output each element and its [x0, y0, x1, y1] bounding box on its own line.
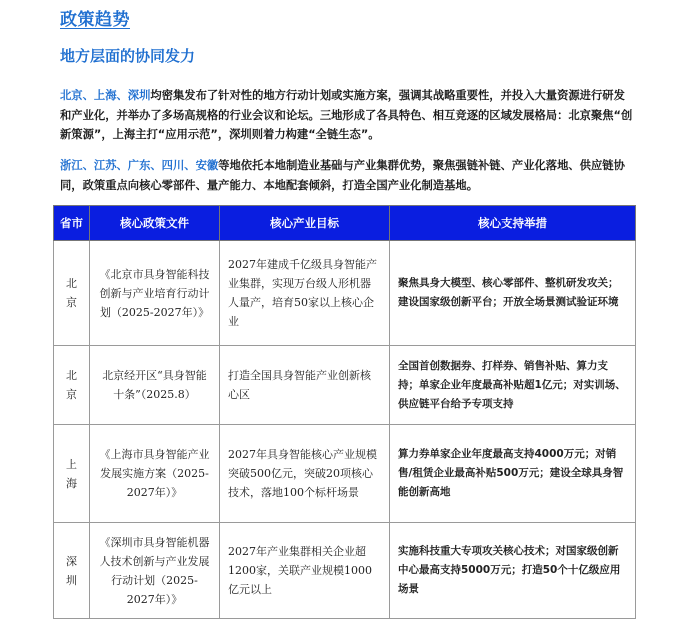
cell-goal: 2027年建成千亿级具身智能产业集群，实现万台级人形机器人量产，培育50家以上核心企业 — [220, 241, 390, 346]
paragraph-text: 均密集发布了针对性的地方行动计划或实施方案，强调其战略重要性，并投入大量资源进行研发和产业化，并举办了多场高规格的行业会议和论坛。三地形成了各具特色、相互竞逐的区域发展格局：北京聚焦“创新策源”，上海主打“应用示范”，深圳则着力构建“全链生态”。 — [60, 89, 633, 141]
cell-policy: 《上海市具身智能产业发展实施方案（2025-2027年）》 — [90, 425, 220, 523]
highlighted-provinces: 浙江、江苏、广东、四川、安徽 — [60, 159, 219, 172]
cell-policy: 北京经开区“具身智能十条”（2025.8） — [90, 346, 220, 425]
cell-province: 北京 — [54, 241, 90, 346]
section-heading: 政策趋势 — [60, 10, 130, 30]
table-header-row — [54, 206, 636, 241]
paragraph-manufacturing-provinces — [60, 156, 636, 195]
cell-support: 算力券单家企业年度最高支持4000万元；对销售/租赁企业最高补贴500万元；建设全球具身智能创新高地 — [390, 425, 636, 523]
header-province: 省市 — [54, 206, 90, 241]
subsection-heading: 地方层面的协同发力 — [60, 47, 196, 65]
cell-province: 北京 — [54, 346, 90, 425]
cell-goal: 2027年具身智能核心产业规模突破500亿元，突破20项核心技术，落地100个标杆场景 — [220, 425, 390, 523]
paragraph-major-cities — [60, 86, 636, 145]
cell-policy: 《深圳市具身智能机器人技术创新与产业发展行动计划（2025-2027年）》 — [90, 523, 220, 619]
policy-table — [53, 205, 636, 619]
cell-province: 深圳 — [54, 523, 90, 619]
cell-support: 全国首创数据券、打样券、销售补贴、算力支持；单家企业年度最高补贴超1亿元；对实训场、供应链平台给予专项支持 — [390, 346, 636, 425]
cell-support: 聚焦具身大模型、核心零部件、整机研发攻关；建设国家级创新平台；开放全场景测试验证环境 — [390, 241, 636, 346]
table-row — [54, 346, 636, 425]
cell-province: 上海 — [54, 425, 90, 523]
cell-goal: 打造全国具身智能产业创新核心区 — [220, 346, 390, 425]
header-goal: 核心产业目标 — [220, 206, 390, 241]
cell-goal: 2027年产业集群相关企业超1200家，关联产业规模1000亿元以上 — [220, 523, 390, 619]
table-row — [54, 425, 636, 523]
highlighted-cities: 北京、上海、深圳 — [60, 89, 151, 102]
table-row — [54, 523, 636, 619]
header-support: 核心支持举措 — [390, 206, 636, 241]
table-row — [54, 241, 636, 346]
cell-support: 实施科技重大专项攻关核心技术；对国家级创新中心最高支持5000万元；打造50个十亿级应用场景 — [390, 523, 636, 619]
header-policy: 核心政策文件 — [90, 206, 220, 241]
paragraph-text: 等地依托本地制造业基础与产业集群优势，聚焦强链补链、产业化落地、供应链协同，政策重点向核心零部件、量产能力、本地配套倾斜，打造全国产业化制造基地。 — [60, 159, 625, 192]
cell-policy: 《北京市具身智能科技创新与产业培育行动计划（2025-2027年）》 — [90, 241, 220, 346]
